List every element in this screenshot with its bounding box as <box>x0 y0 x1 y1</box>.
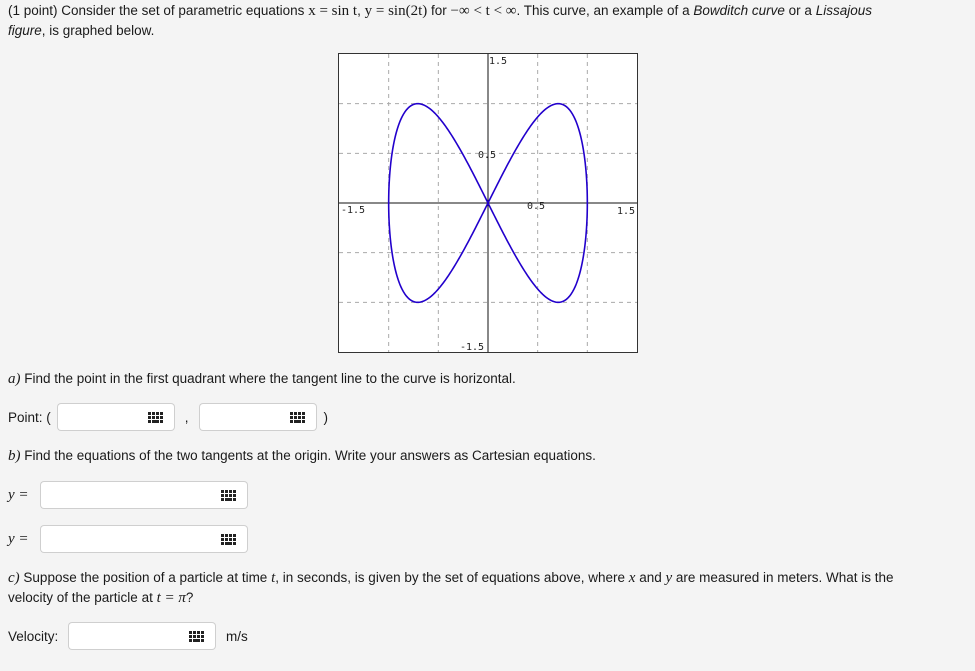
tick-label-x-half: 0.5 <box>527 201 546 212</box>
point-x-keyboard-button[interactable] <box>137 403 175 431</box>
point-y-input[interactable] <box>199 403 279 431</box>
tangent-2-row <box>8 525 248 553</box>
eq-x: x = sin t <box>308 3 358 19</box>
keyboard-icon <box>148 412 163 423</box>
part-c-t-eq: t = π <box>156 590 186 606</box>
term-figure: figure <box>8 23 42 38</box>
point-x-input[interactable] <box>57 403 137 431</box>
y-label-2: y = <box>8 530 29 547</box>
point-y-keyboard-button[interactable] <box>279 403 317 431</box>
y-label-1: y = <box>8 486 29 503</box>
tick-label-y-half: 0.5 <box>478 150 497 161</box>
point-separator: , <box>184 409 189 425</box>
part-c-question <box>8 568 957 608</box>
velocity-label: Velocity: <box>8 628 59 644</box>
intro-text-5: , is graphed below. <box>41 23 155 38</box>
eq-comma: , <box>357 3 361 18</box>
problem-intro <box>8 1 957 41</box>
tangent-2-input[interactable] <box>40 525 210 553</box>
tangent-1-row <box>8 481 248 509</box>
part-a-text: Find the point in the first quadrant where the tangent line to the curve is horizontal. <box>24 371 516 386</box>
velocity-keyboard-button[interactable] <box>178 622 216 650</box>
part-c-question-mark: ? <box>185 590 194 605</box>
velocity-input[interactable] <box>68 622 178 650</box>
part-c-and: and <box>639 570 662 585</box>
keyboard-icon <box>290 412 305 423</box>
intro-text-1: Consider the set of parametric equations <box>61 3 305 18</box>
part-b-question <box>8 446 957 466</box>
intro-text-3: . This curve, an example of a <box>516 3 690 18</box>
lissajous-graph <box>338 53 638 353</box>
points-label: (1 point) <box>8 3 58 18</box>
part-c-text-1: Suppose the position of a particle at time <box>23 570 268 585</box>
part-b-letter: b) <box>8 448 21 464</box>
tick-label-top: 1.5 <box>489 56 508 67</box>
t-range: −∞ < t < ∞ <box>450 3 517 19</box>
tick-label-left: -1.5 <box>341 205 366 216</box>
part-b-text: Find the equations of the two tangents at the origin. Write your answers as Cartesian equations. <box>24 448 596 463</box>
tangent-1-input[interactable] <box>40 481 210 509</box>
part-c-text-2: , in seconds, is given by the set of equations above, where <box>275 570 625 585</box>
point-close-paren: ) <box>323 409 329 425</box>
term-lissajous: Lissajous <box>815 3 872 18</box>
intro-text-4: or a <box>788 3 812 18</box>
part-c-y-var: y <box>665 570 673 586</box>
velocity-unit: m/s <box>226 628 248 644</box>
part-c-text-4: velocity of the particle at <box>8 590 153 605</box>
part-a-question <box>8 369 957 389</box>
tangent-2-keyboard-button[interactable] <box>210 525 248 553</box>
eq-y: y = sin(2t) <box>364 3 428 19</box>
term-bowditch: Bowditch curve <box>693 3 785 18</box>
velocity-row <box>8 622 248 650</box>
part-c-letter: c) <box>8 570 20 586</box>
part-c-x-var: x <box>628 570 636 586</box>
point-label: Point: ( <box>8 409 51 425</box>
keyboard-icon <box>221 534 236 545</box>
tick-label-right: 1.5 <box>617 206 636 217</box>
part-a-letter: a) <box>8 371 21 387</box>
tangent-1-keyboard-button[interactable] <box>210 481 248 509</box>
point-answer-row <box>8 403 328 431</box>
keyboard-icon <box>189 631 204 642</box>
intro-text-2: for <box>431 3 447 18</box>
keyboard-icon <box>221 490 236 501</box>
tick-label-bottom: -1.5 <box>460 342 485 352</box>
graph-canvas <box>339 54 637 352</box>
part-c-text-3: are measured in meters. What is the <box>675 570 894 585</box>
part-c-t-var: t <box>271 570 276 586</box>
